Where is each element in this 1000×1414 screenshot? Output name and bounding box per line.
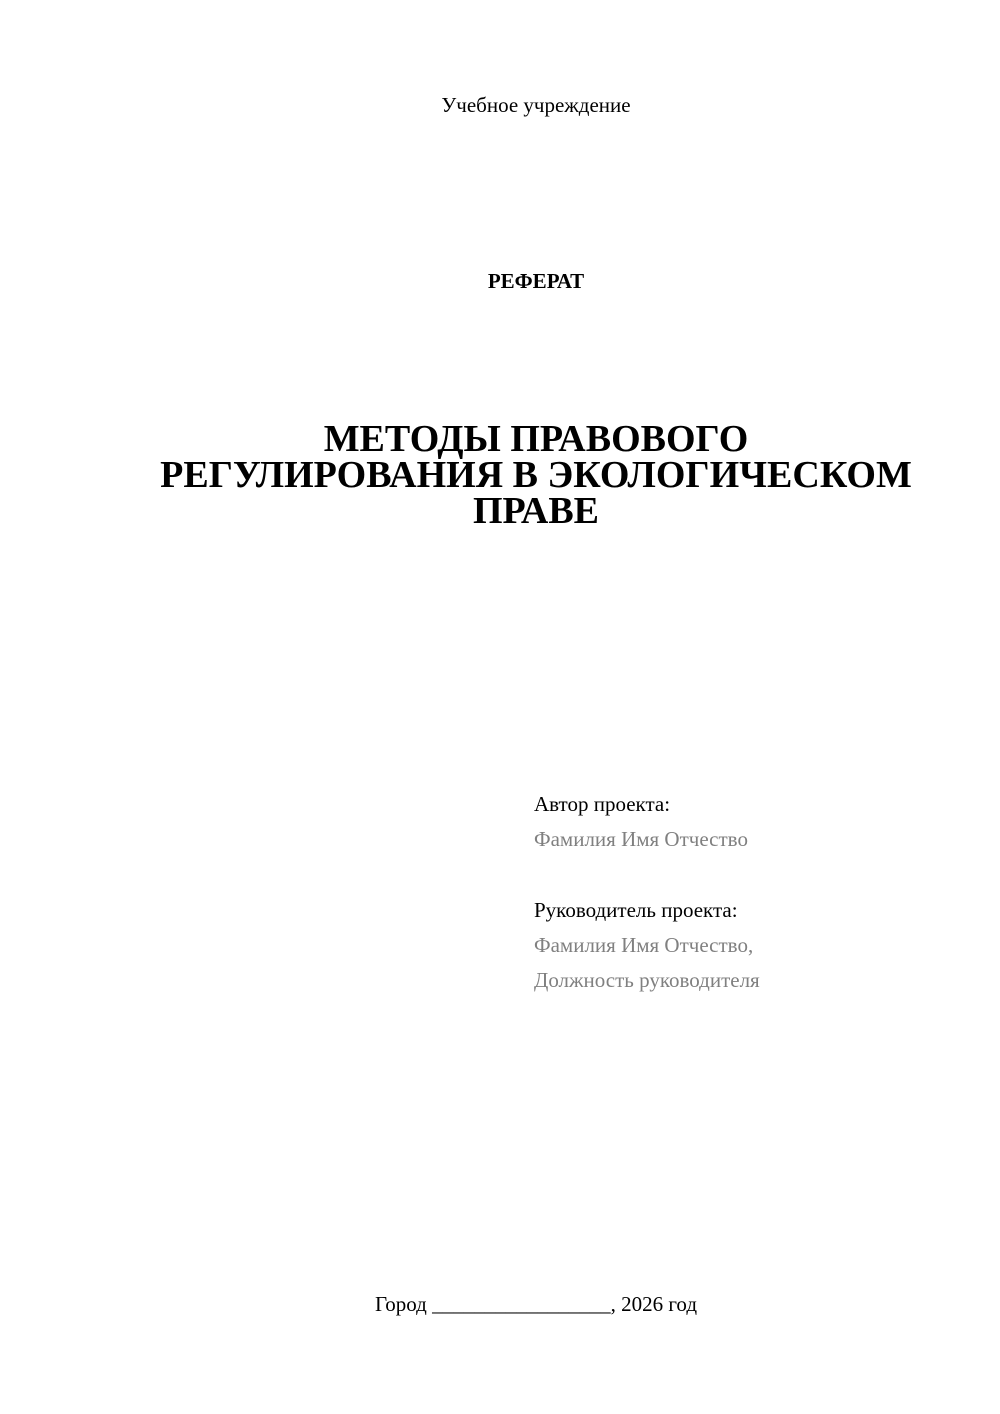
city-year-line	[0, 1290, 1000, 1318]
author-block	[534, 787, 748, 857]
document-title	[120, 418, 952, 532]
supervisor-block	[534, 893, 760, 998]
year-text: , 2026 год	[610, 1292, 698, 1316]
document-type: РЕФЕРАТ	[487, 269, 585, 293]
supervisor-name: Фамилия Имя Отчество,	[534, 933, 754, 957]
supervisor-position: Должность руководителя	[534, 968, 760, 992]
institution-name: Учебное учреждение	[441, 93, 631, 117]
title-line: РЕГУЛИРОВАНИЯ В ЭКОЛОГИЧЕСКОМ	[160, 454, 912, 496]
city-blank: _________________	[432, 1292, 611, 1316]
title-line: ПРАВЕ	[472, 490, 600, 532]
city-label: Город	[374, 1292, 427, 1316]
supervisor-label: Руководитель проекта:	[534, 898, 738, 922]
title-line: МЕТОДЫ ПРАВОВОГО	[323, 418, 749, 460]
author-label: Автор проекта:	[534, 792, 671, 816]
author-name: Фамилия Имя Отчество	[534, 827, 748, 851]
